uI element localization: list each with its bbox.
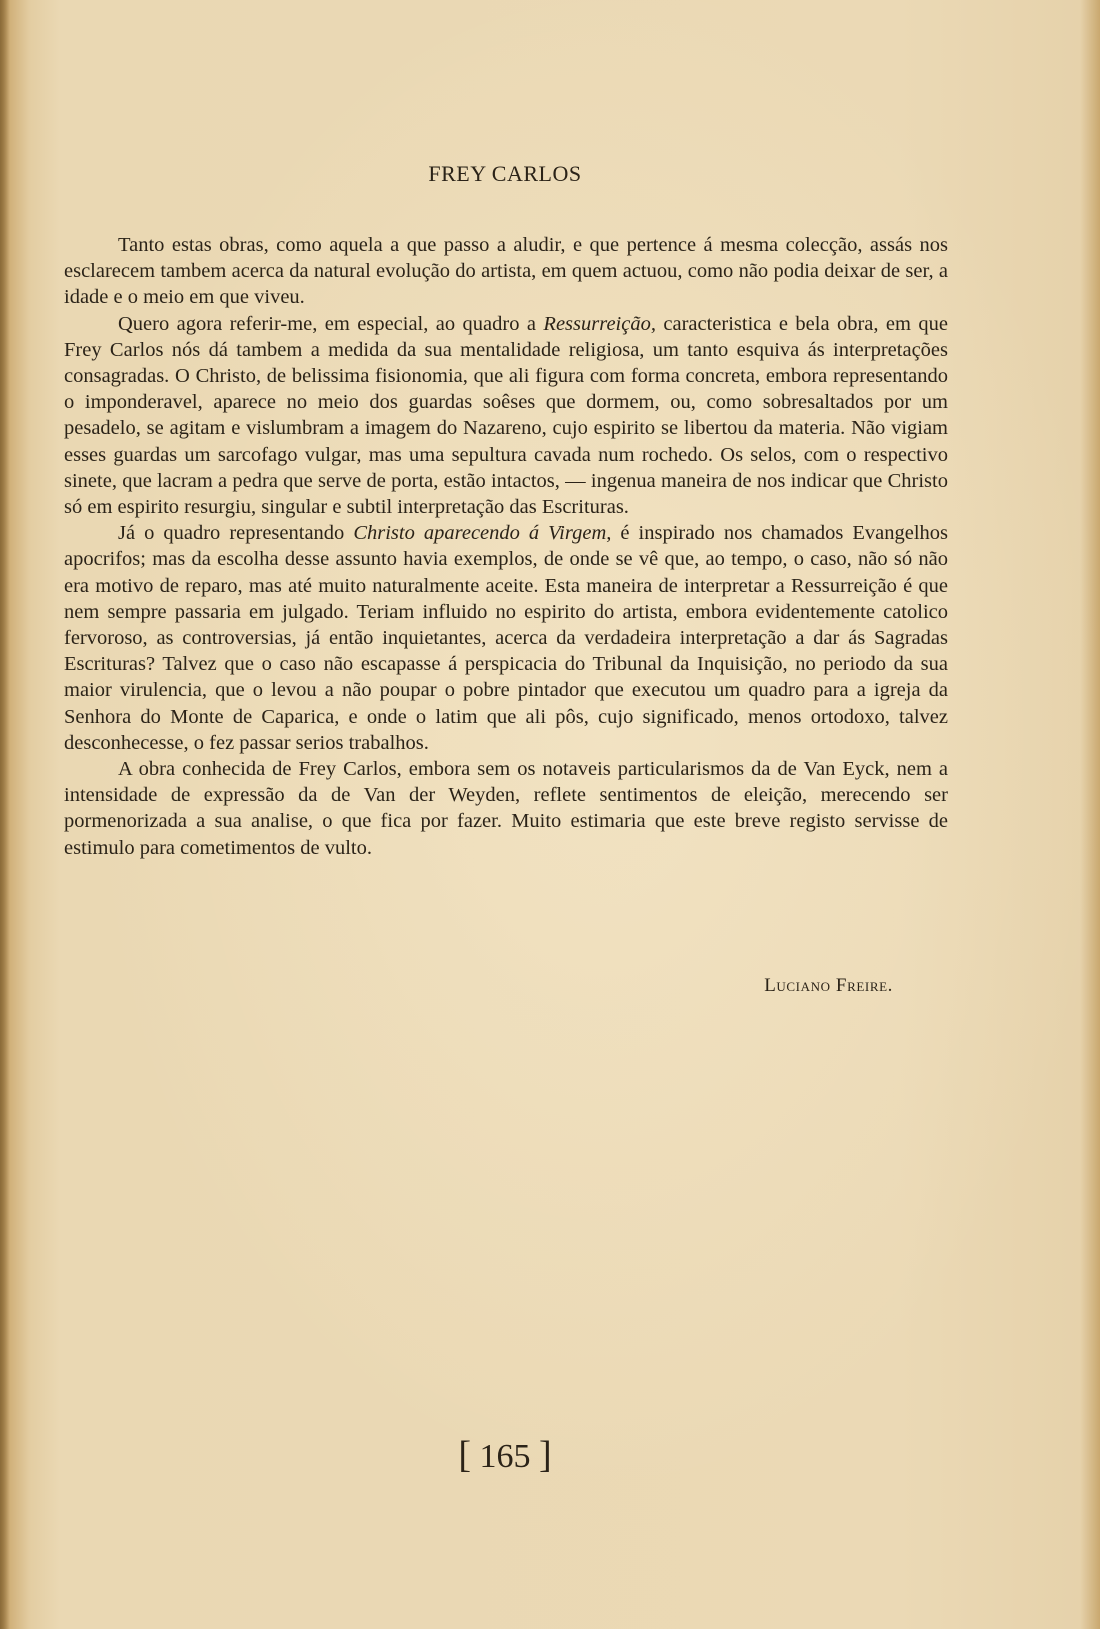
paragraph-2-text-b: caracteristica e bela obra, em que Frey Carlos nós dá tambem a medida da sua mentalidade religiosa, um tanto esquiva ás interpretações consagradas. O Christo, de belissima fisionomia, que ali figura com forma concreta, embora representando o imponderavel, aparece no meio dos guardas soêses que dormem, ou, como sobresaltados por um pesadelo, se agitam e vislumbram a imagem do Nazareno, cujo espirito se libertou da materia. Não vigiam esses guardas um sarcofago vulgar, mas uma sepultura cavada num rochedo. Os selos, com o respectivo sinete, que lacram a pedra que serve de porta, estão intactos, — ingenua maneira de nos indicar que Christo só em espirito resurgiu, singular e subtil interpretação das Escrituras. <box>64 312 948 519</box>
author-signature: Luciano Freire. <box>764 975 893 996</box>
paragraph-3-text-a: Já o quadro representando <box>118 522 354 545</box>
article-body <box>64 232 948 861</box>
page-number <box>0 1433 1010 1477</box>
paragraph-3-text-b: é inspirado nos chamados Evangelhos apocrifos; mas da escolha desse assunto havia exemplos, de onde se vê que, ao tempo, o caso, não só não era motivo de reparo, mas até muito naturalmente aceite. Esta maneira de interpretar a Ressurreição é que nem sempre passaria em julgado. Teriam influido no espirito do artista, embora evidentemente catolico fervoroso, as controversias, já então inquietantes, acerca da verdadeira interpretação a dar ás Sagradas Escrituras? Talvez que o caso não escapasse á perspicacia do Tribunal da Inquisição, no periodo da sua maior virulencia, que o levou a não poupar o pobre pintador que executou um quadro para a igreja da Senhora do Monte de Caparica, e onde o latim que ali pôs, cujo significado, menos ortodoxo, talvez desconhecesse, o fez passar serios trabalhos. <box>64 522 948 754</box>
paragraph-4-text: A obra conhecida de Frey Carlos, embora sem os notaveis particularismos da de Van Eyck, nem a intensidade de expressão da de Van der Weyden, reflete sentimentos de eleição, merecendo ser pormenorizada a sua analise, o que fica por fazer. Muito estimaria que este breve registo servisse de estimulo para cometimentos de vulto. <box>64 758 948 859</box>
folio-number: 165 <box>479 1438 531 1475</box>
running-head: FREY CARLOS <box>428 161 582 186</box>
folio-close-bracket: ] <box>539 1434 552 1476</box>
paragraph-1-text: Tanto estas obras, como aquela a que passo a aludir, e que pertence á mesma colecção, assás nos esclarecem tambem acerca da natural evolução do artista, em quem actuou, como não podia deixar de ser, a idade e o meio em que viveu. <box>64 234 948 309</box>
folio-open-bracket: [ <box>458 1434 471 1476</box>
artwork-title-christo-aparecendo: Christo aparecendo á Virgem, <box>353 522 612 545</box>
paragraph-2-text-a: Quero agora referir-me, em especial, ao quadro a <box>118 312 544 335</box>
paragraph-4 <box>64 756 948 861</box>
artwork-title-ressurreicao: Ressurreição, <box>543 312 656 335</box>
paragraph-1 <box>64 232 948 311</box>
paragraph-3 <box>64 520 948 756</box>
paragraph-2 <box>64 311 948 521</box>
